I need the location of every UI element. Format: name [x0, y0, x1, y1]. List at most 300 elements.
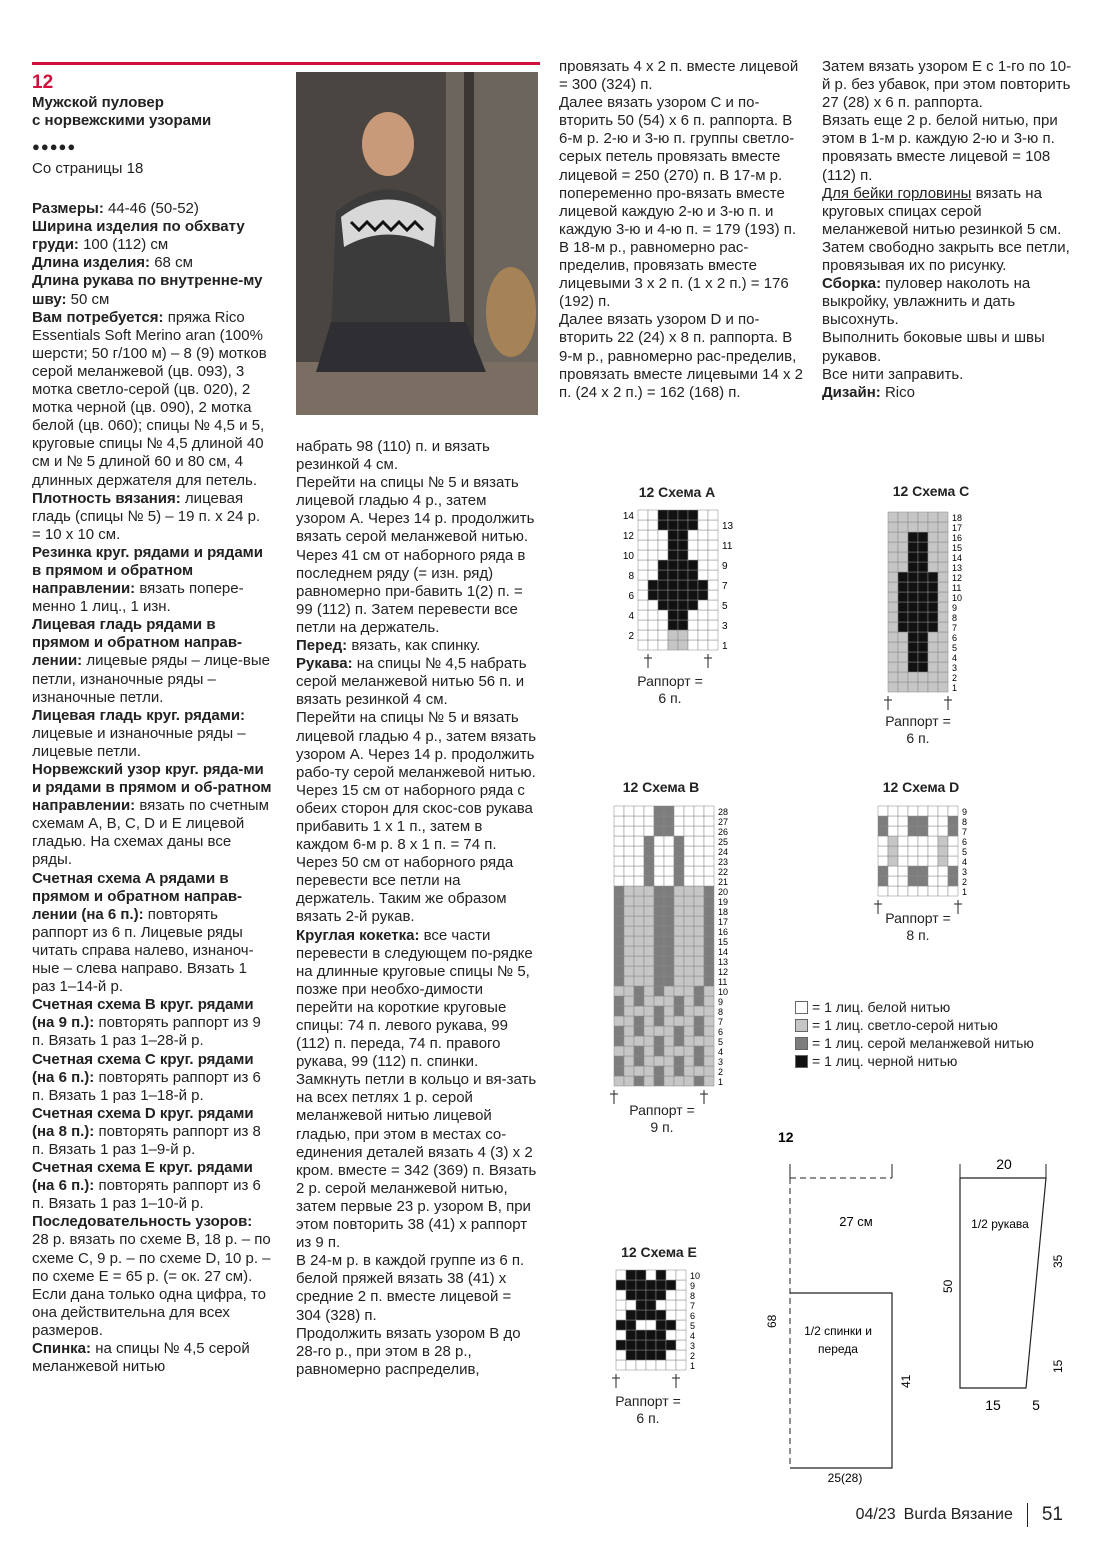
chart-cell [694, 1066, 704, 1076]
chart-cell [918, 672, 928, 682]
chart-cell [928, 662, 938, 672]
chart-cell [656, 1280, 666, 1290]
row-number: 17 [952, 523, 963, 533]
chart-cell [644, 876, 654, 886]
chart-cell [948, 846, 958, 856]
chart-cell [654, 976, 664, 986]
chart-cell [704, 956, 714, 966]
chart-cell [646, 1350, 656, 1360]
chart-cell [694, 836, 704, 846]
chart-cell [614, 866, 624, 876]
chart-cell [664, 976, 674, 986]
chart-cell [658, 530, 668, 540]
sleeve-label: 1/2 рукава [971, 1217, 1029, 1231]
chart-cell [888, 672, 898, 682]
chart-cell [898, 806, 908, 816]
chart-cell [644, 1066, 654, 1076]
chart-cell [664, 936, 674, 946]
chart-cell [664, 1026, 674, 1036]
row-number: 15 [718, 937, 729, 947]
chart-cell [938, 612, 948, 622]
chart-cell [664, 826, 674, 836]
chart-cell [694, 916, 704, 926]
chart-cell [668, 550, 678, 560]
chart-cell [674, 866, 684, 876]
chart-d-grid [872, 804, 982, 924]
chart-cell [878, 866, 888, 876]
paragraph: Через 41 см от наборного ряда в последнем ряду (= изн. ряд) равномерно при-бавить 1(2) п. = 99 (112) п. Затем перевести все петли на держатель. [296, 546, 526, 636]
chart-cell [616, 1280, 626, 1290]
chart-cell [708, 630, 718, 640]
chart-cell [694, 1046, 704, 1056]
chart-cell [898, 552, 908, 562]
chart-cell [624, 1056, 634, 1066]
chart-cell [704, 1066, 714, 1076]
row-number: 22 [718, 867, 729, 877]
chart-cell [948, 836, 958, 846]
chart-cell [888, 532, 898, 542]
chart-cell [908, 806, 918, 816]
chart-cell [918, 866, 928, 876]
chart-cell [674, 856, 684, 866]
chart-cell [674, 836, 684, 846]
chart-cell [648, 530, 658, 540]
chart-cell [704, 946, 714, 956]
chart-cell [648, 540, 658, 550]
chart-cell [616, 1300, 626, 1310]
chart-cell [918, 582, 928, 592]
chart-cell [676, 1360, 686, 1370]
chart-cell [636, 1350, 646, 1360]
chart-cell [676, 1270, 686, 1280]
chart-cell [918, 612, 928, 622]
text-column-4 [822, 58, 1072, 402]
chart-cell [634, 976, 644, 986]
sleeve-right-lower: 15 [1051, 1359, 1065, 1373]
chart-cell [908, 592, 918, 602]
chart-e-grid [608, 1268, 708, 1393]
row-number: 11 [722, 541, 733, 552]
chart-cell [938, 642, 948, 652]
chart-cell [646, 1340, 656, 1350]
chart-cell [634, 816, 644, 826]
chart-cell [928, 592, 938, 602]
chart-cell [638, 640, 648, 650]
chart-cell [918, 826, 928, 836]
paragraph: Длина рукава по внутренне-му шву: 50 см [32, 272, 263, 308]
chart-cell [694, 996, 704, 1006]
chart-cell [656, 1320, 666, 1330]
row-number: 7 [952, 623, 958, 633]
chart-cell [928, 806, 938, 816]
chart-cell [704, 826, 714, 836]
row-number: 11 [718, 977, 728, 987]
chart-cell [636, 1360, 646, 1370]
chart-cell [654, 1056, 664, 1066]
chart-cell [614, 856, 624, 866]
chart-cell [646, 1280, 656, 1290]
chart-cell [654, 896, 664, 906]
chart-cell [676, 1280, 686, 1290]
row-number: 3 [722, 621, 728, 632]
chart-cell [678, 620, 688, 630]
project-title-1: Мужской пуловер [32, 94, 164, 111]
chart-cell [928, 622, 938, 632]
chart-cell [704, 856, 714, 866]
chart-cell [638, 530, 648, 540]
row-number: 4 [628, 611, 634, 622]
chart-cell [634, 896, 644, 906]
chart-cell [918, 532, 928, 542]
chart-cell [698, 550, 708, 560]
chart-cell [614, 986, 624, 996]
chart-cell [684, 906, 694, 916]
chart-cell [644, 816, 654, 826]
chart-cell [938, 582, 948, 592]
chart-cell [664, 1046, 674, 1056]
chart-cell [624, 1076, 634, 1086]
chart-cell [704, 806, 714, 816]
chart-cell [688, 590, 698, 600]
chart-cell [668, 580, 678, 590]
chart-cell [634, 1036, 644, 1046]
chart-cell [656, 1310, 666, 1320]
chart-cell [878, 876, 888, 886]
chart-cell [664, 836, 674, 846]
chart-cell [694, 806, 704, 816]
chart-cell [674, 816, 684, 826]
chart-cell [688, 570, 698, 580]
chart-cell [646, 1270, 656, 1280]
chart-cell [614, 1046, 624, 1056]
chart-cell [624, 896, 634, 906]
chart-cell [928, 652, 938, 662]
chart-cell [654, 856, 664, 866]
chart-cell [676, 1300, 686, 1310]
chart-cell [888, 816, 898, 826]
chart-cell [898, 826, 908, 836]
chart-cell [658, 600, 668, 610]
chart-cell [624, 996, 634, 1006]
chart-cell [666, 1270, 676, 1280]
chart-cell [678, 580, 688, 590]
chart-cell [704, 966, 714, 976]
paragraph: Рукава: на спицы № 4,5 набрать серой меланжевой нитью 56 п. и вязать резинкой 4 см. [296, 655, 527, 709]
chart-cell [694, 816, 704, 826]
chart-cell [656, 1340, 666, 1350]
row-number: 17 [718, 917, 729, 927]
chart-cell [918, 512, 928, 522]
chart-cell [654, 1006, 664, 1016]
chart-cell [688, 510, 698, 520]
chart-cell [888, 632, 898, 642]
chart-cell [694, 1056, 704, 1066]
row-number: 7 [722, 581, 728, 592]
chart-cell [664, 816, 674, 826]
chart-c-title: 12 Схема C [892, 483, 970, 499]
chart-cell [888, 826, 898, 836]
chart-cell [668, 560, 678, 570]
chart-cell [938, 876, 948, 886]
row-number: 5 [722, 601, 728, 612]
chart-cell [658, 560, 668, 570]
row-number: 3 [952, 663, 958, 673]
chart-cell [626, 1330, 636, 1340]
chart-cell [624, 946, 634, 956]
chart-cell [668, 510, 678, 520]
row-number: 16 [952, 533, 963, 543]
photo-illustration [296, 72, 538, 415]
chart-cell [638, 600, 648, 610]
chart-cell [684, 916, 694, 926]
paragraph: набрать 98 (110) п. и вязать резинкой 4 см. [296, 438, 490, 474]
chart-cell [636, 1330, 646, 1340]
chart-cell [908, 582, 918, 592]
chart-cell [614, 806, 624, 816]
chart-cell [878, 816, 888, 826]
chart-cell [674, 886, 684, 896]
paragraph: Размеры: 44-46 (50-52) [32, 200, 199, 218]
chart-cell [674, 946, 684, 956]
chart-cell [698, 510, 708, 520]
chart-cell [654, 916, 664, 926]
chart-cell [918, 682, 928, 692]
chart-cell [888, 622, 898, 632]
row-number: 16 [718, 927, 729, 937]
chart-cell [708, 550, 718, 560]
chart-cell [648, 580, 658, 590]
chart-cell [658, 520, 668, 530]
chart-cell [648, 520, 658, 530]
chart-cell [654, 816, 664, 826]
chart-cell [634, 996, 644, 1006]
chart-cell [938, 532, 948, 542]
chart-cell [698, 520, 708, 530]
chart-cell [656, 1270, 666, 1280]
chart-cell [664, 1066, 674, 1076]
magazine-name: Burda Вязание [903, 1506, 1013, 1523]
chart-cell [614, 946, 624, 956]
chart-cell [634, 876, 644, 886]
chart-cell [656, 1360, 666, 1370]
chart-cell [674, 1066, 684, 1076]
chart-cell [654, 996, 664, 1006]
chart-cell [928, 512, 938, 522]
paragraph: Длина изделия: 68 см [32, 254, 193, 272]
paragraph: Если дана только одна цифра, то она действительна для всех размеров. [32, 1285, 266, 1339]
chart-cell [948, 876, 958, 886]
chart-cell [676, 1320, 686, 1330]
paragraph: Лицевая гладь рядами в прямом и обратном направ-лении: лицевые ряды – лице-вые петли, изнаночные ряды – изнаночные петли. [32, 616, 270, 706]
chart-cell [658, 550, 668, 560]
chart-cell [948, 816, 958, 826]
chart-cell [644, 896, 654, 906]
row-number: 13 [722, 521, 734, 532]
chart-cell [646, 1320, 656, 1330]
row-number: 9 [718, 997, 724, 1007]
row-number: 3 [962, 867, 968, 877]
chart-cell [636, 1280, 646, 1290]
instructions-3 [559, 58, 803, 402]
row-number: 13 [952, 563, 963, 573]
chart-cell [908, 856, 918, 866]
chart-cell [688, 640, 698, 650]
chart-cell [634, 1066, 644, 1076]
chart-cell [684, 836, 694, 846]
chart-cell [624, 926, 634, 936]
chart-c-grid [878, 508, 978, 716]
chart-cell [948, 826, 958, 836]
paragraph: Лицевая гладь круг. рядами: лицевые и изнаночные ряды – лицевые петли. [32, 706, 246, 760]
chart-cell [674, 1026, 684, 1036]
chart-cell [634, 856, 644, 866]
chart-cell [644, 866, 654, 876]
chart-cell [676, 1330, 686, 1340]
chart-cell [614, 966, 624, 976]
chart-cell [684, 886, 694, 896]
chart-cell [668, 630, 678, 640]
row-number: 2 [690, 1351, 696, 1361]
row-number: 14 [952, 553, 963, 563]
chart-cell [624, 936, 634, 946]
paragraph: Норвежский узор круг. рядa-ми и рядами в прямом и об-ратном направлении: вязать по счетным схемам A, B, C, D и E лицевой гладью. На схемах даны все ряды. [32, 761, 272, 869]
chart-cell [634, 936, 644, 946]
chart-cell [664, 1056, 674, 1066]
chart-cell [898, 856, 908, 866]
chart-cell [644, 856, 654, 866]
chart-cell [626, 1340, 636, 1350]
row-number: 1 [722, 641, 728, 652]
chart-cell [616, 1310, 626, 1320]
paragraph: Замкнуть петли в кольцо и вя-зать на всех петлях 1 р. серой меланжевой нитью лицевой гладью, при этом в местах со-единения деталей вязать 4 (3) х 2 кром. вместе = 342 (369) п. Вязать 2 р. серой меланжевой нитью, затем первые 23 р. узором B, при этом повторить 38 (41) х раппорт из 9 п. [296, 1071, 537, 1252]
chart-cell [908, 532, 918, 542]
color-legend [795, 998, 1034, 1070]
chart-cell [938, 826, 948, 836]
chart-cell [644, 1046, 654, 1056]
chart-cell [694, 1006, 704, 1016]
chart-cell [908, 816, 918, 826]
chart-cell [634, 986, 644, 996]
chart-cell [908, 682, 918, 692]
chart-cell [648, 560, 658, 570]
chart-cell [644, 1056, 654, 1066]
chart-cell [654, 876, 664, 886]
chart-cell [948, 886, 958, 896]
chart-cell [666, 1340, 676, 1350]
chart-cell [664, 946, 674, 956]
row-number: 4 [952, 653, 958, 663]
chart-cell [928, 522, 938, 532]
chart-cell [634, 956, 644, 966]
chart-cell [698, 610, 708, 620]
issue: 04/23 [855, 1506, 896, 1523]
body-label-2: переда [818, 1342, 858, 1356]
chart-cell [704, 1046, 714, 1056]
row-number: 1 [952, 683, 958, 693]
chart-cell [674, 846, 684, 856]
row-number: 4 [962, 857, 968, 867]
chart-cell [614, 816, 624, 826]
chart-cell [898, 642, 908, 652]
chart-cell [626, 1270, 636, 1280]
chart-cell [614, 1026, 624, 1036]
row-number: 6 [690, 1311, 696, 1321]
page-footer [856, 1503, 1063, 1527]
row-number: 7 [690, 1301, 696, 1311]
chart-cell [684, 1016, 694, 1026]
chart-cell [658, 570, 668, 580]
chart-cell [708, 530, 718, 540]
row-number: 15 [952, 543, 963, 553]
chart-cell [644, 1016, 654, 1026]
chart-cell [634, 966, 644, 976]
chart-cell [674, 1036, 684, 1046]
chart-cell [674, 966, 684, 976]
chart-cell [614, 896, 624, 906]
chart-cell [654, 1026, 664, 1036]
chart-cell [688, 560, 698, 570]
chart-cell [698, 620, 708, 630]
chart-a-grid [618, 506, 734, 676]
chart-cell [658, 620, 668, 630]
chart-cell [644, 976, 654, 986]
chart-cell [666, 1310, 676, 1320]
chart-cell [634, 926, 644, 936]
chart-cell [626, 1290, 636, 1300]
chart-cell [664, 896, 674, 906]
chart-cell [938, 652, 948, 662]
chart-cell [908, 826, 918, 836]
chart-cell [694, 986, 704, 996]
chart-cell [646, 1310, 656, 1320]
chart-cell [668, 590, 678, 600]
chart-cell [898, 632, 908, 642]
chart-cell [888, 642, 898, 652]
row-number: 1 [962, 887, 968, 897]
chart-cell [698, 540, 708, 550]
chart-cell [644, 966, 654, 976]
paragraph: Сборка: пуловер наколоть на выкройку, увлажнить и дать высохнуть. [822, 275, 1031, 329]
text-column-3 [559, 58, 803, 402]
chart-cell [638, 540, 648, 550]
chart-cell [684, 966, 694, 976]
chart-cell [626, 1280, 636, 1290]
chart-cell [878, 826, 888, 836]
chart-cell [678, 610, 688, 620]
chart-cell [674, 1046, 684, 1056]
chart-cell [624, 826, 634, 836]
chart-cell [664, 996, 674, 1006]
chart-cell [638, 510, 648, 520]
chart-cell [708, 580, 718, 590]
chart-cell [658, 580, 668, 590]
chart-cell [666, 1300, 676, 1310]
chart-cell [674, 1076, 684, 1086]
chart-cell [638, 630, 648, 640]
chart-cell [888, 542, 898, 552]
chart-cell [908, 572, 918, 582]
chart-cell [678, 570, 688, 580]
row-number: 14 [622, 511, 634, 522]
chart-cell [908, 552, 918, 562]
chart-cell [664, 966, 674, 976]
chart-cell [616, 1350, 626, 1360]
chart-cell [616, 1270, 626, 1280]
chart-cell [644, 996, 654, 1006]
chart-cell [704, 1006, 714, 1016]
chart-cell [638, 610, 648, 620]
row-number: 10 [952, 593, 963, 603]
